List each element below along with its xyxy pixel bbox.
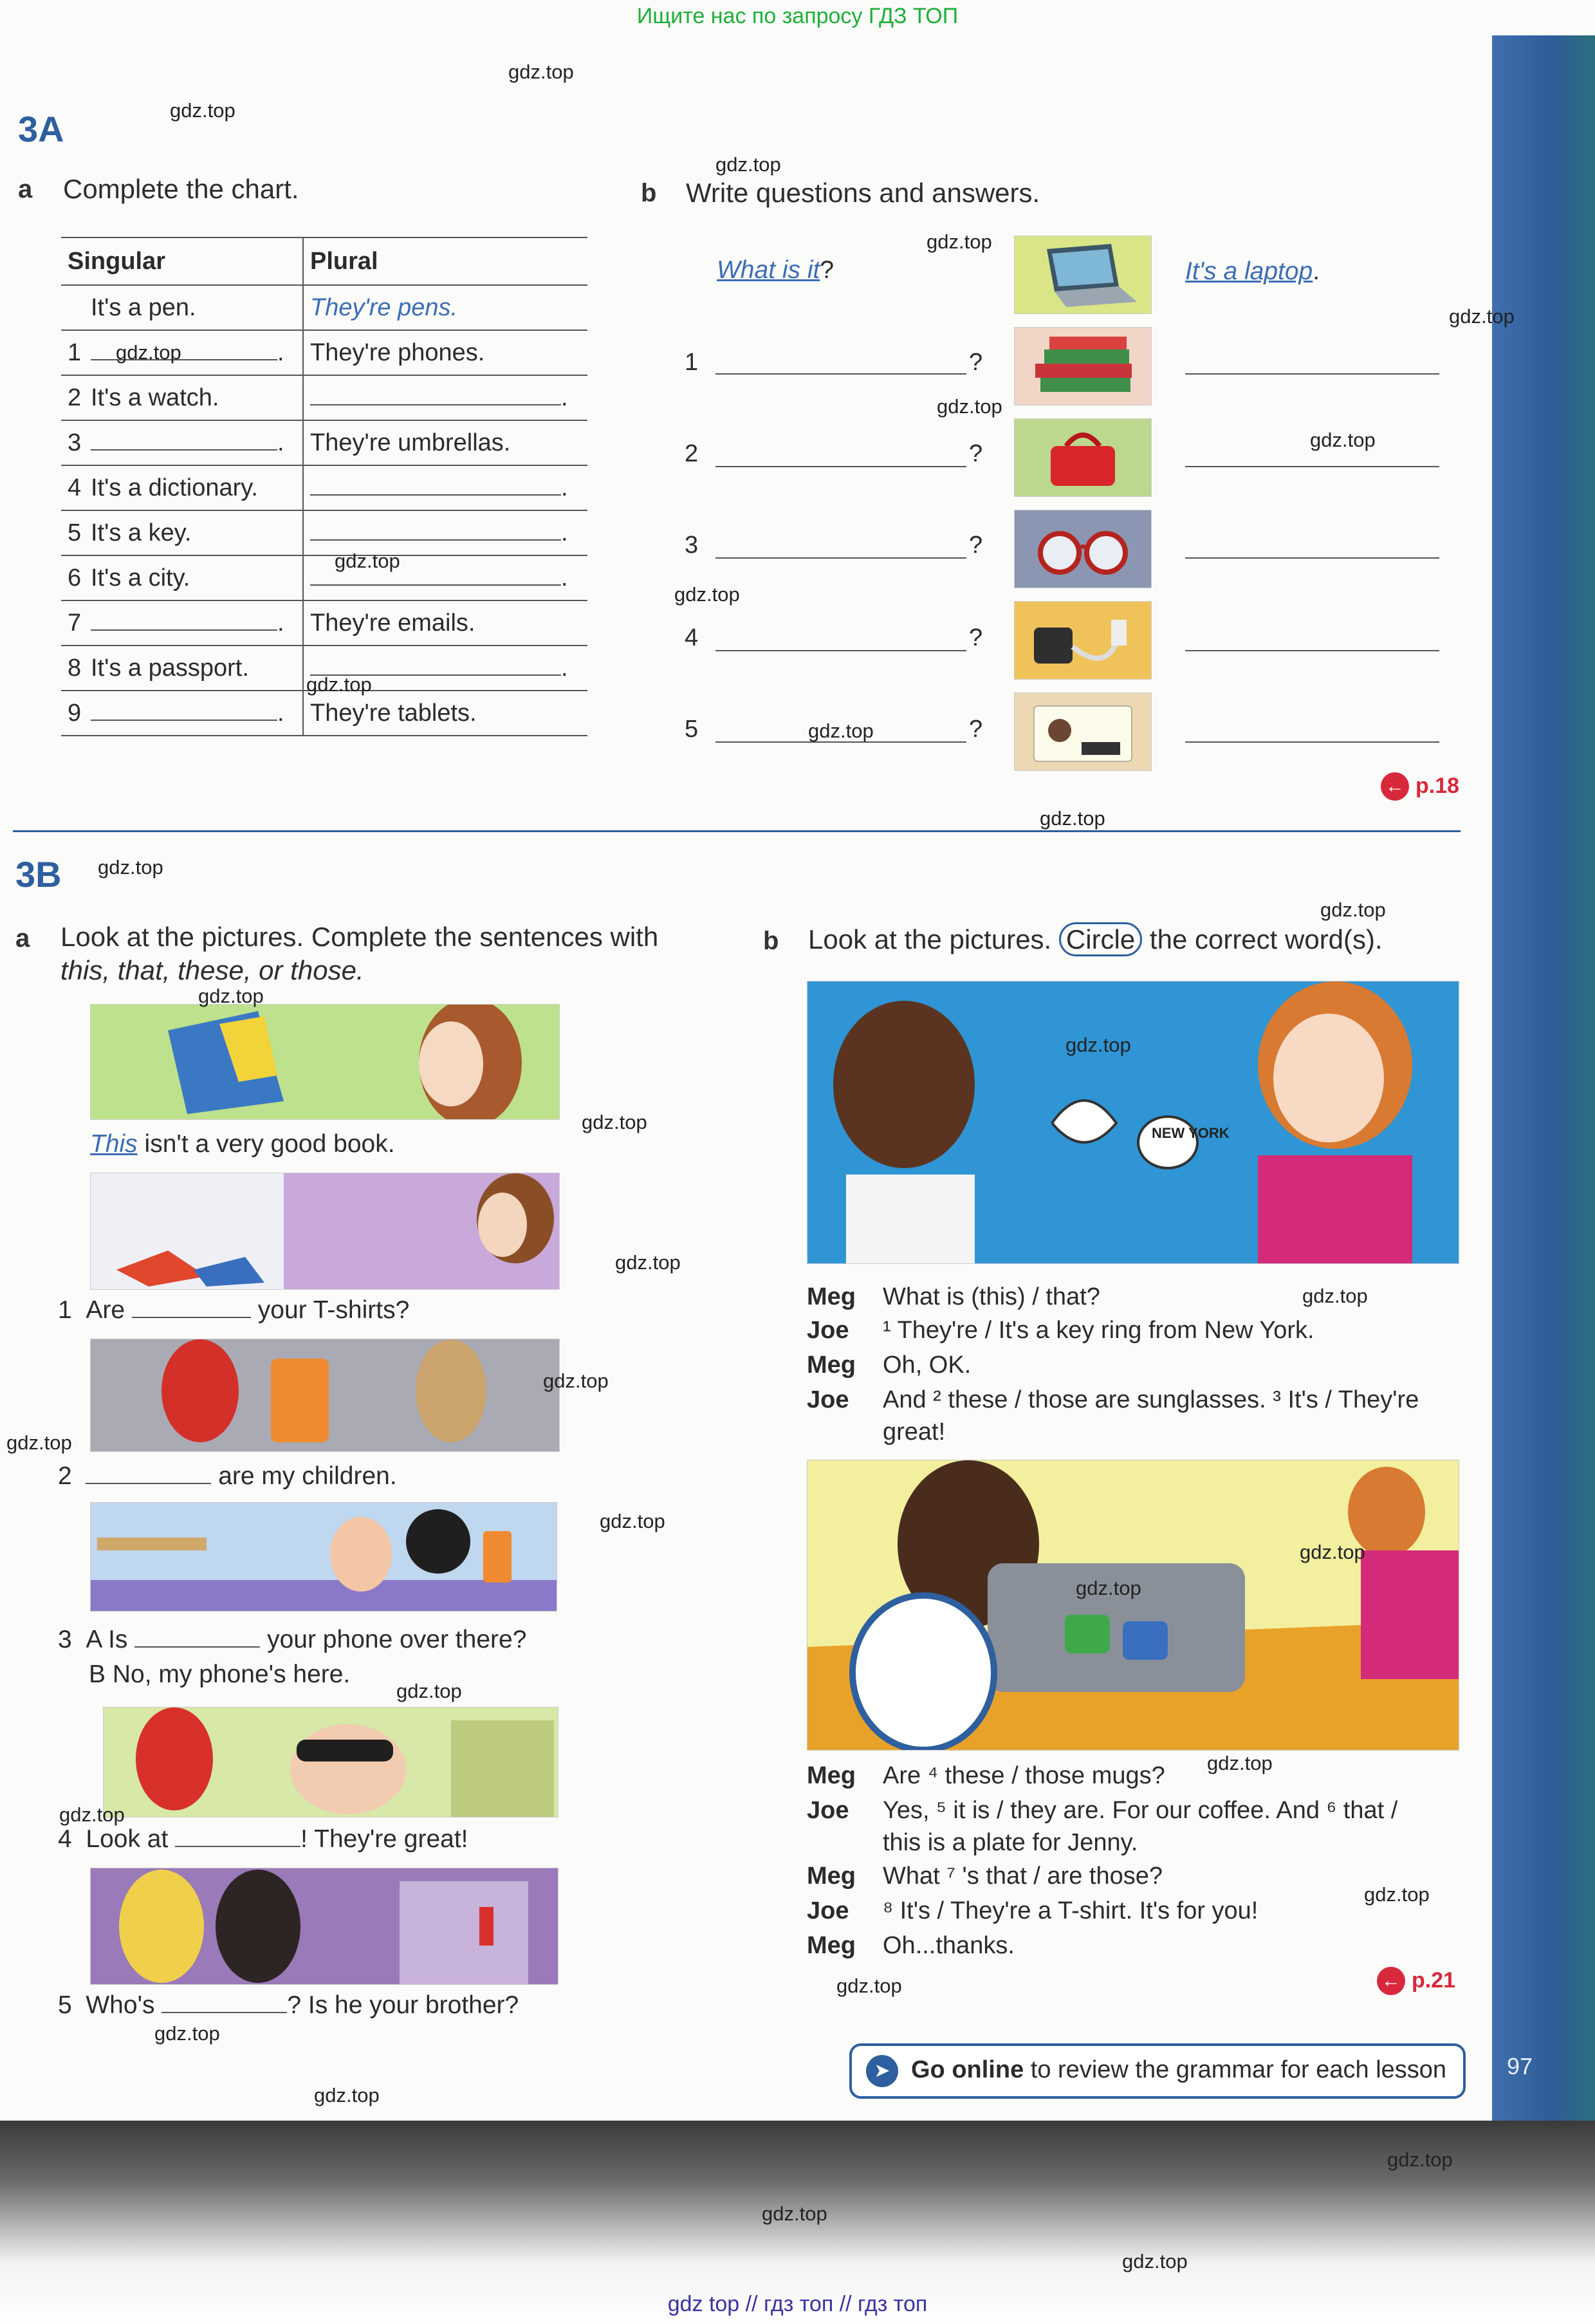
sentence-part: ! They're great! (300, 1825, 468, 1853)
watermark: gdz.top (508, 60, 574, 83)
chart-header-singular: Singular (61, 237, 303, 285)
mugs-plate-picture (807, 1460, 1459, 1751)
watermark: gdz.top (674, 583, 740, 606)
instruction-text: the correct word(s). (1149, 924, 1383, 954)
sentence-4 (58, 1825, 468, 1854)
book-reading-picture (90, 1004, 560, 1120)
key-ring-sunglasses-picture (807, 981, 1459, 1264)
sentence-part: your T-shirts? (257, 1296, 410, 1324)
watermark: gdz.top (762, 2202, 827, 2225)
table-row: 7 . They're emails. (61, 600, 587, 646)
answer-blank[interactable] (91, 430, 277, 451)
sentence-3 (58, 1626, 526, 1654)
page-reference-3b[interactable]: p.21 (1412, 1968, 1456, 1993)
answer-blank[interactable] (91, 700, 277, 721)
speaker: Meg (807, 1932, 856, 1959)
page-number: 97 (1507, 2053, 1533, 2079)
charger-picture (1014, 601, 1152, 680)
speaker: Joe (807, 1386, 849, 1413)
chart-cell: It's a city. (91, 564, 190, 591)
go-online-text (911, 2056, 1446, 2084)
dialogue-line (807, 1932, 1015, 1960)
speaker: Joe (807, 1897, 849, 1924)
dialogue-text: What ⁷ 's that / are those? (883, 1863, 1163, 1890)
go-online-banner[interactable] (849, 2043, 1466, 2099)
chart-cell: They're tablets. (310, 699, 477, 727)
speaker: Joe (807, 1317, 849, 1344)
singular-plural-chart (61, 237, 587, 736)
question-number: 1 (685, 349, 699, 376)
answer-line[interactable] (1185, 556, 1439, 559)
chart-cell: It's a pen. (91, 293, 196, 321)
watermark: gdz.top (59, 1803, 125, 1826)
dialogue-line (807, 1762, 1165, 1790)
bag-picture (1014, 418, 1152, 497)
question-line[interactable] (715, 372, 966, 375)
sentence-part: A Is (86, 1626, 128, 1653)
question-number: 3 (685, 532, 699, 559)
table-row: 2 It's a watch. . (61, 375, 587, 420)
section-3b-label: 3B (15, 854, 62, 895)
dialogue-line (807, 1283, 1100, 1311)
part-a-instruction: Complete the chart. (63, 174, 299, 204)
sunglasses-picture (103, 1707, 558, 1817)
sentence-part: your phone over there? (267, 1626, 527, 1653)
sentence-part: Are (86, 1296, 125, 1324)
watermark: gdz.top (396, 1680, 462, 1702)
books-picture (1014, 327, 1152, 405)
sentence-1 (58, 1296, 409, 1325)
go-online-rest: to review the grammar for each lesson (1030, 2056, 1447, 2083)
dialogue-text: Are ⁴ these / those mugs? (883, 1762, 1165, 1789)
question-line[interactable] (715, 465, 966, 467)
item-number: 1 (58, 1296, 72, 1324)
bottom-banner[interactable]: gdz top // гдз топ // гдз топ (667, 2292, 928, 2316)
sentence-3-reply: B No, my phone's here. (89, 1660, 351, 1688)
watermark: gdz.top (582, 1111, 647, 1133)
watermark: gdz.top (715, 153, 781, 176)
table-row: 3 . They're umbrellas. (61, 420, 587, 465)
chart-cell: They're phones. (310, 339, 485, 366)
speaker: Meg (807, 1352, 856, 1379)
part-a-letter: a (15, 924, 30, 953)
watermark: gdz.top (154, 2022, 220, 2045)
answer-blank[interactable] (310, 655, 561, 676)
watermark: gdz.top (314, 2084, 380, 2106)
example-question-text: What is it (717, 256, 820, 284)
question-mark: ? (969, 716, 983, 743)
watermark: gdz.top (836, 1975, 902, 1997)
watermark: gdz.top (1076, 1577, 1141, 1599)
glasses-picture (1014, 510, 1152, 588)
back-arrow-icon[interactable]: ← (1377, 1967, 1405, 1995)
row-number: 9 (68, 699, 82, 727)
dialogue-line: great! (883, 1418, 946, 1446)
speaker: Meg (807, 1283, 856, 1310)
watermark: gdz.top (198, 985, 264, 1007)
dialogue-text: What is (this) / that? (883, 1283, 1100, 1310)
watermark: gdz.top (615, 1251, 681, 1274)
watermark: gdz.top (170, 99, 235, 122)
example-answer: It's a laptop. (1185, 257, 1320, 285)
chart-cell: It's a passport. (91, 654, 249, 682)
dialogue-line (807, 1863, 1163, 1890)
part-b-instruction: Write questions and answers. (686, 178, 1040, 208)
answer-blank[interactable] (134, 1627, 260, 1648)
sentence-part: Look at (86, 1825, 169, 1853)
table-row (61, 285, 587, 330)
part-a-letter: a (18, 175, 33, 203)
chart-header-plural: Plural (303, 237, 587, 285)
table-row: 4 It's a dictionary. . (61, 465, 587, 510)
dialogue-line (807, 1897, 1258, 1925)
item-number: 5 (58, 1991, 72, 2019)
dialogue-line: this is a plate for Jenny. (883, 1829, 1138, 1856)
dialogue-line (807, 1386, 1419, 1414)
example-question: What is it? (717, 256, 834, 284)
table-row: 5 It's a key. . (61, 510, 587, 555)
watermark: gdz.top (1065, 1034, 1131, 1056)
page-reference-3a[interactable]: p.18 (1415, 774, 1460, 798)
sentence-part: are my children. (218, 1462, 397, 1490)
watermark: gdz.top (1387, 2148, 1453, 2171)
dialogue-text: Oh...thanks. (883, 1932, 1015, 1959)
answer-line[interactable] (1185, 740, 1439, 743)
dialogue-line (807, 1317, 1314, 1344)
row-number: 3 (68, 429, 82, 456)
table-row: 9 . They're tablets. (61, 691, 587, 736)
answer-blank[interactable] (175, 1827, 300, 1847)
question-mark: ? (969, 532, 983, 559)
row-number: 1 (68, 339, 82, 366)
chart-cell: It's a key. (91, 519, 192, 546)
dialogue-text: Yes, ⁵ it is / they are. For our coffee. And ⁶ that / (883, 1797, 1398, 1824)
dialogue-text: ⁸ It's / They're a T-shirt. It's for you! (883, 1897, 1258, 1924)
phone-picture (90, 1502, 557, 1612)
dialogue-line (807, 1797, 1397, 1825)
speaker: Joe (807, 1797, 849, 1824)
dialogue-text: ¹ They're / It's a key ring from New York. (883, 1317, 1314, 1344)
laptop-picture (1014, 236, 1152, 314)
watermark: gdz.top (1040, 807, 1105, 830)
id-card-picture (1014, 693, 1152, 771)
question-line[interactable] (715, 649, 966, 651)
watermark: gdz.top (98, 856, 163, 878)
watermark: gdz.top (1449, 305, 1515, 328)
answer-blank[interactable] (310, 520, 561, 541)
chart-cell: It's a dictionary. (91, 474, 258, 501)
section-3a-label: 3A (18, 109, 64, 149)
book-spine (1492, 35, 1595, 2121)
sentence-part: ? Is he your brother? (287, 1991, 519, 2019)
item-number: 2 (58, 1462, 72, 1490)
answer-blank[interactable] (310, 385, 561, 405)
row-number: 8 (68, 654, 82, 682)
part-a-instruction-line1: Look at the pictures. Complete the sentences with (60, 922, 659, 952)
table-row: 1 . They're phones. (61, 330, 587, 375)
cursor-icon: ➤ (866, 2055, 898, 2087)
item-number: 4 (58, 1825, 72, 1853)
watermark: gdz.top (1310, 429, 1376, 451)
circle-word: Circle (1059, 922, 1142, 956)
watermark: gdz.top (116, 341, 181, 364)
watermark: gdz.top (1300, 1541, 1365, 1563)
question-mark: ? (969, 440, 983, 467)
answer-blank[interactable] (86, 1464, 211, 1484)
watermark: gdz.top (543, 1370, 609, 1392)
chart-cell: It's a watch. (91, 384, 219, 411)
children-photo-picture (90, 1339, 560, 1452)
example-rest: isn't a very good book. (144, 1130, 395, 1158)
speaker: Meg (807, 1863, 856, 1890)
watermark: gdz.top (1320, 898, 1386, 921)
top-banner[interactable]: Ищите нас по запросу ГДЗ ТОП (636, 4, 959, 28)
row-number: 6 (68, 564, 82, 591)
answer-blank[interactable] (310, 475, 561, 496)
back-arrow-icon[interactable]: ← (1381, 772, 1409, 801)
watermark: gdz.top (1364, 1883, 1430, 1906)
dialogue-text: Oh, OK. (883, 1352, 972, 1379)
question-mark: ? (969, 624, 983, 651)
chart-example-answer: They're pens. (310, 293, 458, 321)
watermark: gdz.top (600, 1510, 665, 1532)
answer-line[interactable] (1185, 465, 1439, 467)
dialogue-text: And ² these / those are sunglasses. ³ It's / They're (883, 1386, 1419, 1413)
tshirts-picture (90, 1173, 560, 1290)
instruction-text: Look at the pictures. (808, 924, 1052, 954)
row-number: 4 (68, 474, 82, 501)
sentence-2 (58, 1462, 397, 1491)
example-word: This (90, 1130, 138, 1158)
example-sentence (90, 1130, 395, 1158)
question-mark: ? (969, 349, 983, 376)
table-row: 8 It's a passport. . (61, 646, 587, 691)
key-ring-text: NEW YORK (1152, 1125, 1230, 1141)
item-number: 3 (58, 1626, 72, 1653)
part-b-letter: b (641, 179, 657, 207)
watermark: gdz.top (1122, 2250, 1188, 2273)
answer-line[interactable] (1185, 372, 1439, 375)
row-number: 5 (68, 519, 82, 546)
part-a-instruction-line2: this, that, these, or those. (60, 955, 364, 985)
speaker: Meg (807, 1762, 856, 1789)
answer-blank[interactable] (132, 1297, 251, 1318)
example-answer-text: It's a laptop (1185, 257, 1313, 285)
sentence-5 (58, 1991, 519, 2020)
go-online-bold: Go online (911, 2056, 1024, 2083)
answer-blank[interactable] (91, 610, 277, 631)
chart-cell: They're umbrellas. (310, 429, 511, 456)
question-number: 5 (685, 716, 699, 743)
watermark: gdz.top (937, 395, 1002, 418)
watermark: gdz.top (808, 720, 874, 742)
section-divider (13, 830, 1461, 832)
watermark: gdz.top (6, 1431, 72, 1454)
question-line[interactable] (715, 556, 966, 559)
watermark: gdz.top (335, 550, 400, 572)
dialogue-line (807, 1352, 971, 1379)
part-b-instruction (808, 924, 1383, 955)
table-row: 6 It's a city. . (61, 555, 587, 600)
watermark: gdz.top (927, 230, 992, 253)
row-number: 2 (68, 384, 82, 411)
answer-blank[interactable] (161, 1993, 287, 2013)
question-number: 4 (685, 624, 699, 651)
question-number: 2 (685, 440, 699, 467)
sentence-part: Who's (86, 1991, 155, 2019)
answer-line[interactable] (1185, 649, 1439, 651)
watermark: gdz.top (306, 673, 372, 696)
watermark: gdz.top (1207, 1752, 1273, 1774)
part-b-letter: b (763, 927, 779, 955)
watermark: gdz.top (1302, 1285, 1368, 1307)
brother-picture (90, 1868, 558, 1985)
row-number: 7 (68, 609, 82, 637)
chart-cell: They're emails. (310, 609, 475, 637)
